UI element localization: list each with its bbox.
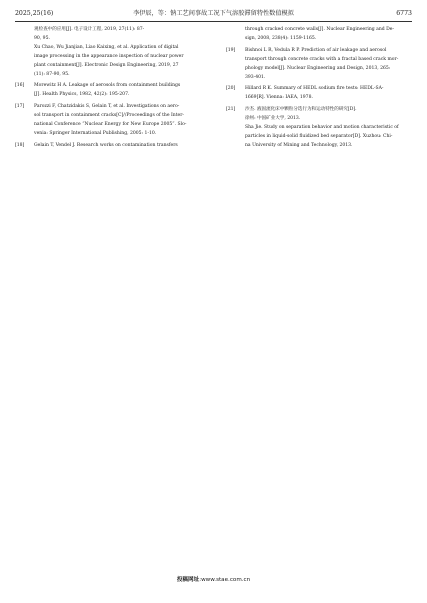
reference-line: 393-401. <box>245 74 266 80</box>
ref-continuation-line: image processing in the appearance inspection of nuclear power <box>34 53 184 59</box>
reference-line: Morewitz H A. Leakage of aerosols from containment buildings <box>34 83 181 89</box>
reference-19 <box>226 47 412 83</box>
reference-line: [J]. Health Physics, 1982, 42(2): 195-207. <box>34 92 130 98</box>
reference-17 <box>15 103 201 139</box>
ref-continuation-line: (11): 87-90, 95. <box>34 71 70 77</box>
reference-number: [21] <box>226 107 236 113</box>
reference-line: Hillard R K. Summary of HEDL sodium fire tests: HEDL-SA- <box>245 86 384 92</box>
reference-line: phology model[J]. Nuclear Engineering and Design, 2013, 265: <box>245 65 391 71</box>
reference-number: [17] <box>15 104 25 110</box>
reference-line: Sha Jie. Study on separation behavior and motion characteristic of <box>245 125 399 131</box>
reference-line: national Conference “Nuclear Energy for New Europe 2005”. Slo- <box>34 122 187 128</box>
left-column <box>15 26 201 151</box>
reference-line: 沙杰. 液固流化床中颗粒分选行为和运动特性的研究[D]. <box>245 107 357 113</box>
ref-continuation-line: plant containment[J]. Electronic Design Engineering, 2019, 27 <box>34 62 179 68</box>
footer-url[interactable]: :www.stae.com.cn <box>199 577 251 583</box>
footer-label: 投稿网址 <box>176 577 200 583</box>
reference-number: [18] <box>15 142 25 148</box>
ref-continuation-line: 90, 95. <box>34 35 50 41</box>
reference-line: sol transport in containment cracks[C]//Proceedings of the Inter- <box>34 113 184 119</box>
reference-line: transport through concrete cracks with a fractal based crack mor- <box>245 56 399 62</box>
reference-number: [19] <box>226 47 236 53</box>
ref-continuation-line: Xu Chao, Wu Jianjian, Liao Kaixing, et al. Application of digital <box>34 44 179 50</box>
reference-line: 1669[R]. Vienna: IAEA, 1978. <box>245 95 313 101</box>
page-number: 6773 <box>396 10 412 17</box>
reference-number: [16] <box>15 83 25 89</box>
reference-line: venia: Springer International Publishing, 2005: 1-10. <box>34 130 157 136</box>
right-column <box>226 26 412 151</box>
reference-18 <box>15 142 201 151</box>
reference-line: Gelain T, Vendel J. Research works on contamination transfers <box>34 142 178 148</box>
ref-continuation-line: 观检查中的应用[J]. 电子设计工程, 2019, 27(11): 87- <box>34 27 145 32</box>
reference-line: Bishnoi L R, Vedula R P. Prediction of air leakage and aerosol <box>245 47 387 53</box>
reference-line: Parozzi F, Chatzidakis S, Gelain T, et al. Investigations on aero- <box>34 104 180 110</box>
reference-line: na University of Mining and Technology, 2013. <box>245 142 353 148</box>
reference-number: [20] <box>226 86 236 92</box>
ref-continuation-line: sign, 2008, 238(4): 1159-1165. <box>245 35 317 41</box>
reference-21 <box>226 106 412 151</box>
running-header <box>15 8 412 20</box>
reference-line: particles in liquid-solid fluidized bed separator[D]. Xuzhou: Chi- <box>245 133 393 139</box>
reference-line: 徐州: 中国矿业大学, 2013. <box>245 116 301 122</box>
running-title: 李伊辰，等：钠工艺间事故工况下气溶胶滞留特性数值模拟 <box>133 10 294 17</box>
volume-issue: 2025,25(16) <box>15 10 54 17</box>
header-rule <box>15 21 412 22</box>
reference-16 <box>15 82 201 100</box>
reference-20 <box>226 85 412 103</box>
footer <box>0 575 427 583</box>
ref-continuation-line: through cracked concrete walls[J]. Nuclear Engineering and De- <box>245 27 394 32</box>
